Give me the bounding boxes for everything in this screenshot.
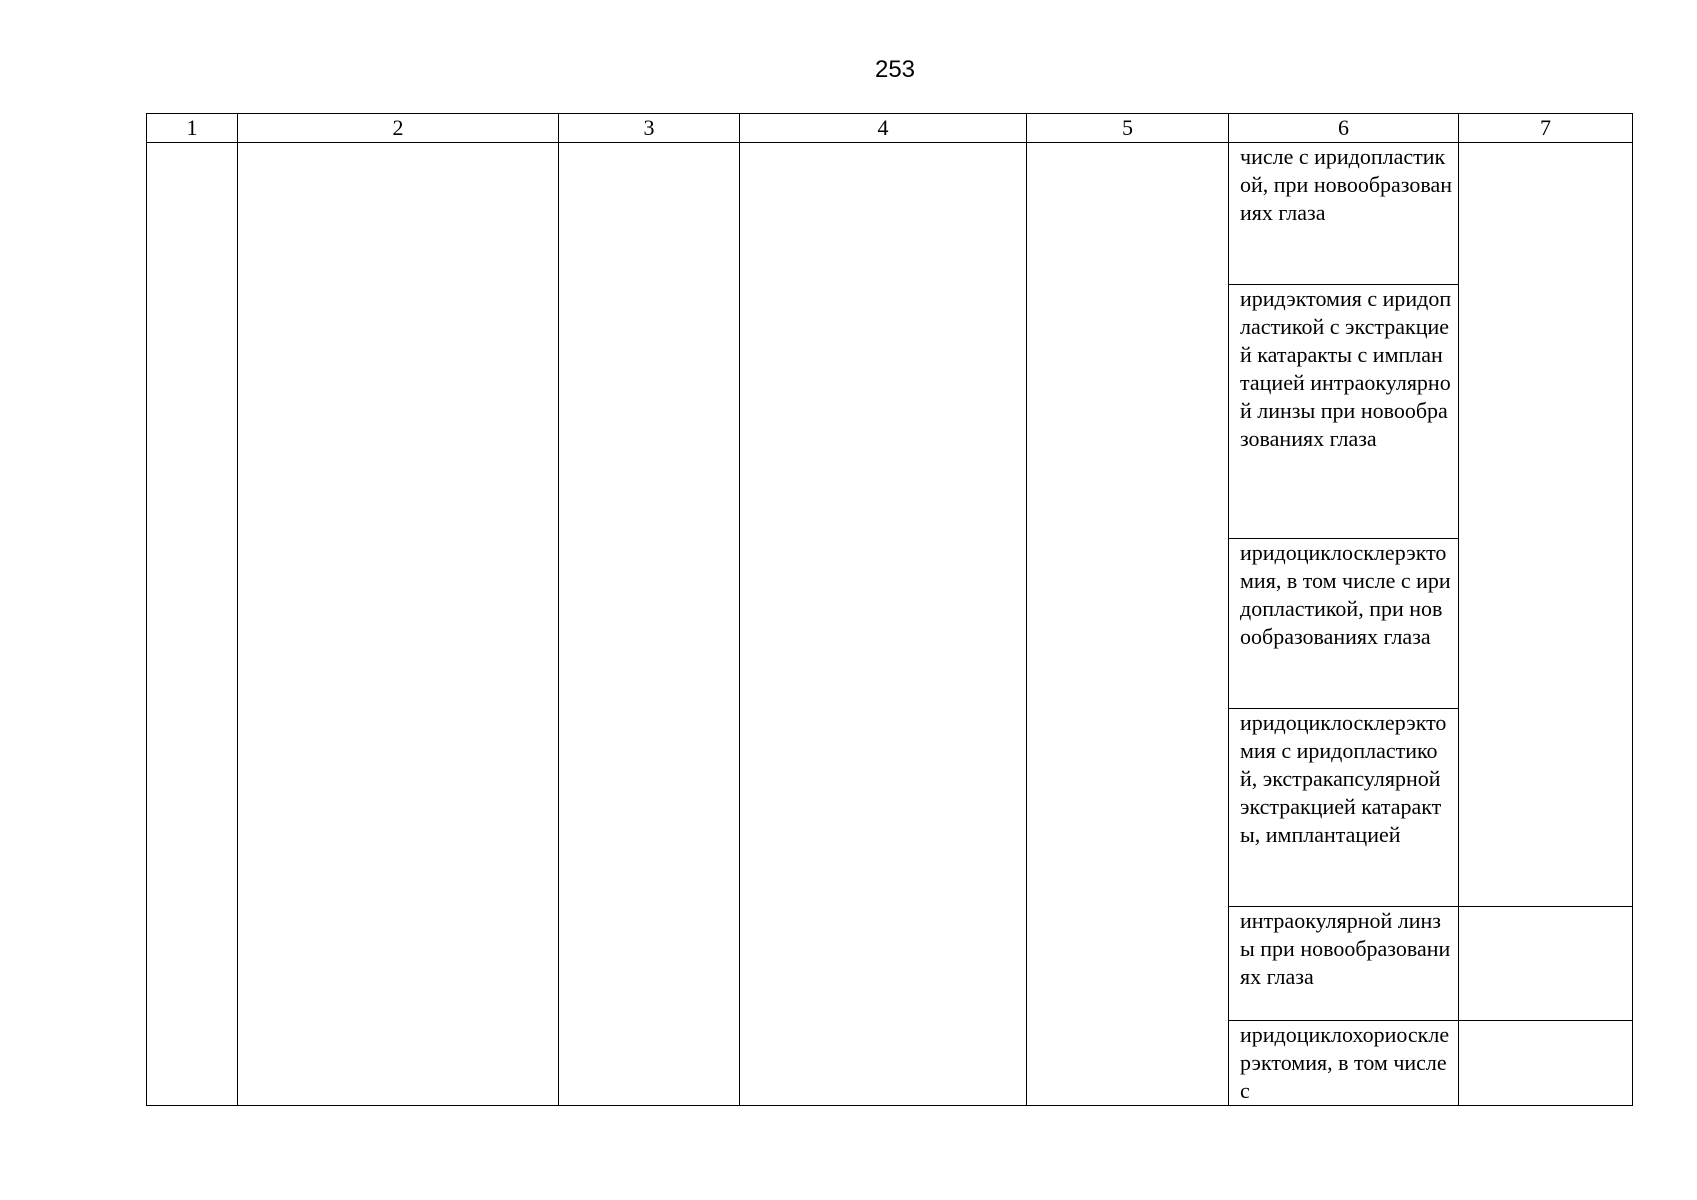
procedures-table [146, 113, 1633, 1106]
header-cell-4: 4 [740, 114, 1027, 143]
header-cell-3: 3 [559, 114, 740, 143]
col7-cell [1459, 907, 1633, 1021]
page-number: 253 [874, 56, 916, 83]
col2-cell [238, 143, 559, 1106]
procedure-cell: иридэктомия с иридопластикой с экстракцией катаракты с имплантацией интраокулярной линзы при новообразованиях глаза [1229, 285, 1459, 539]
table-row [147, 143, 1633, 285]
header-cell-2: 2 [238, 114, 559, 143]
header-cell-1: 1 [147, 114, 238, 143]
col3-cell [559, 143, 740, 1106]
col4-cell [740, 143, 1027, 1106]
procedure-cell: числе с иридопластикой, при новообразованиях глаза [1229, 143, 1459, 285]
header-cell-7: 7 [1459, 114, 1633, 143]
col7-cell [1459, 143, 1633, 907]
procedure-cell: интраокулярной линзы при новообразованиях глаза [1229, 907, 1459, 1021]
col1-cell [147, 143, 238, 1106]
header-cell-6: 6 [1229, 114, 1459, 143]
header-cell-5: 5 [1027, 114, 1229, 143]
col7-cell [1459, 1021, 1633, 1106]
procedure-cell: иридоциклосклерэктомия с иридопластикой, экстракапсулярной экстракцией катаракты, имплантацией [1229, 709, 1459, 907]
col5-cell [1027, 143, 1229, 1106]
procedure-cell: иридоциклосклерэктомия, в том числе с иридопластикой, при новообразованиях глаза [1229, 539, 1459, 709]
procedure-cell: иридоциклохориосклерэктомия, в том числе с [1229, 1021, 1459, 1106]
table-header-row [147, 114, 1633, 143]
